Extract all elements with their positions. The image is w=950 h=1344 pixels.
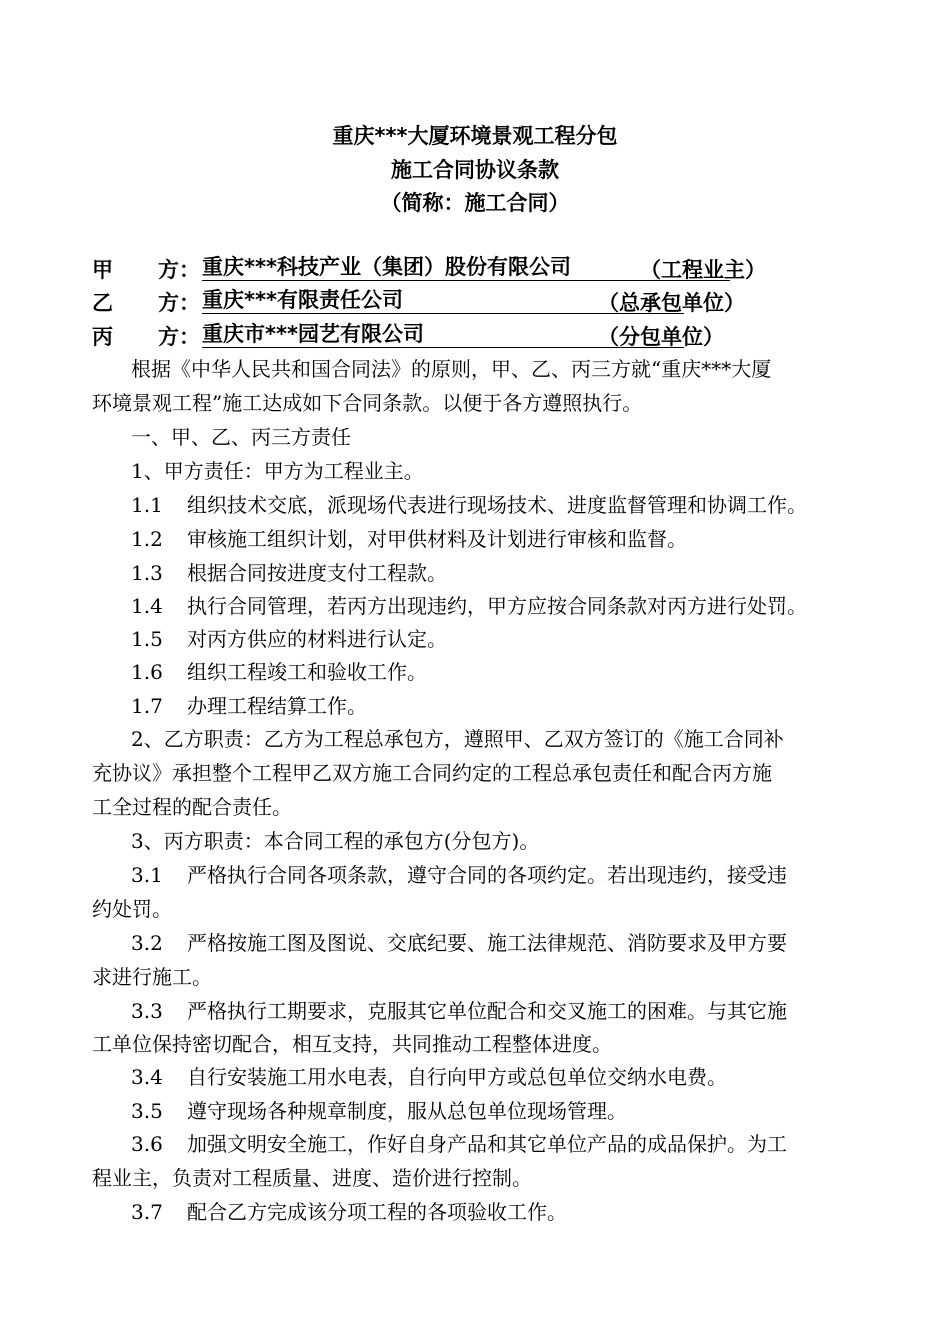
doc-title-line2: 施工合同协议条款	[391, 158, 559, 182]
clause-number: 3.6	[131, 1132, 163, 1156]
clause-line	[131, 996, 787, 1026]
party-role: （总承包单位）	[598, 291, 745, 315]
section-heading: 一、甲、乙、丙三方责任	[131, 425, 351, 449]
party-fang: 方：	[158, 258, 200, 282]
paragraph-line: 工全过程的配合责任。	[92, 795, 292, 819]
clause-number: 3.3	[131, 999, 163, 1023]
party-fang: 方：	[158, 291, 200, 315]
paragraph-line: 约处罚。	[92, 897, 172, 921]
party-role: （分包单位）	[598, 325, 724, 349]
party-label: 乙	[92, 291, 113, 315]
doc-title-line3: （简称：施工合同）	[380, 191, 570, 215]
clause-text: 组织工程竣工和验收工作。	[187, 660, 427, 684]
clause-text: 严格按施工图及图说、交底纪要、施工法律规范、消防要求及甲方要	[187, 931, 787, 955]
clause-line	[131, 928, 787, 958]
clause-text: 加强文明安全施工，作好自身产品和其它单位产品的成品保护。为工	[187, 1132, 787, 1156]
clause-line	[131, 624, 447, 654]
clause-number: 1.1	[131, 493, 163, 517]
paragraph-line: 程业主，负责对工程质量、进度、造价进行控制。	[92, 1166, 532, 1190]
clause-text: 自行安装施工用水电表，自行向甲方或总包单位交纳水电费。	[187, 1065, 727, 1089]
clause-number: 1.2	[131, 527, 163, 551]
party-name: 重庆市***园艺有限公司	[202, 321, 684, 348]
party-label: 丙	[92, 325, 113, 349]
clause-text: 办理工程结算工作。	[187, 694, 367, 718]
clause-heading: 2、乙方职责：乙方为工程总承包方，遵照甲、乙双方签订的《施工合同补	[131, 727, 784, 751]
party-fang: 方：	[158, 325, 200, 349]
clause-number: 3.7	[131, 1200, 163, 1224]
clause-text: 对丙方供应的材料进行认定。	[187, 627, 447, 651]
paragraph-line: 环境景观工程”施工达成如下合同条款。以便于各方遵照执行。	[92, 391, 643, 415]
clause-line	[131, 691, 367, 721]
clause-line	[131, 657, 427, 687]
clause-text: 遵守现场各种规章制度，服从总包单位现场管理。	[187, 1099, 627, 1123]
clause-number: 3.4	[131, 1065, 163, 1089]
doc-title-line1: 重庆***大厦环境景观工程分包	[332, 124, 618, 148]
clause-line	[131, 591, 807, 621]
party-name: 重庆***科技产业（集团）股份有限公司	[202, 254, 730, 281]
clause-heading: 1、甲方责任：甲方为工程业主。	[131, 459, 424, 483]
clause-text: 严格执行工期要求，克服其它单位配合和交叉施工的困难。与其它施	[187, 999, 787, 1023]
paragraph-line: 根据《中华人民共和国合同法》的原则，甲、乙、丙三方就“重庆***大厦	[131, 357, 772, 381]
paragraph-line: 工单位保持密切配合，相互支持，共同推动工程整体进度。	[92, 1032, 612, 1056]
clause-text: 严格执行合同各项条款，遵守合同的各项约定。若出现违约，接受违	[187, 863, 787, 887]
clause-text: 组织技术交底，派现场代表进行现场技术、进度监督管理和协调工作。	[187, 493, 807, 517]
clause-line	[131, 1129, 787, 1159]
clause-text: 配合乙方完成该分项工程的各项验收工作。	[187, 1200, 567, 1224]
clause-line	[131, 860, 787, 890]
paragraph-line: 求进行施工。	[92, 965, 212, 989]
clause-line	[131, 490, 807, 520]
clause-text: 审核施工组织计划，对甲供材料及计划进行审核和监督。	[187, 527, 687, 551]
clause-number: 1.4	[131, 594, 163, 618]
clause-text: 根据合同按进度支付工程款。	[187, 561, 447, 585]
paragraph-line: 充协议》承担整个工程甲乙双方施工合同约定的工程总承包责任和配合丙方施	[92, 761, 772, 785]
clause-number: 1.5	[131, 627, 163, 651]
clause-number: 1.7	[131, 694, 163, 718]
clause-number: 1.3	[131, 561, 163, 585]
party-name: 重庆***有限责任公司	[202, 287, 684, 314]
clause-line	[131, 1096, 627, 1126]
clause-number: 3.5	[131, 1099, 163, 1123]
clause-line	[131, 1197, 567, 1227]
clause-number: 3.1	[131, 863, 163, 887]
clause-heading: 3、丙方职责：本合同工程的承包方(分包方)。	[131, 829, 540, 853]
clause-line	[131, 1062, 727, 1092]
party-label: 甲	[92, 258, 113, 282]
clause-number: 1.6	[131, 660, 163, 684]
clause-line	[131, 524, 687, 554]
clause-line	[131, 558, 447, 588]
clause-number: 3.2	[131, 931, 163, 955]
party-role: （工程业主）	[640, 258, 766, 282]
clause-text: 执行合同管理，若丙方出现违约，甲方应按合同条款对丙方进行处罚。	[187, 594, 807, 618]
